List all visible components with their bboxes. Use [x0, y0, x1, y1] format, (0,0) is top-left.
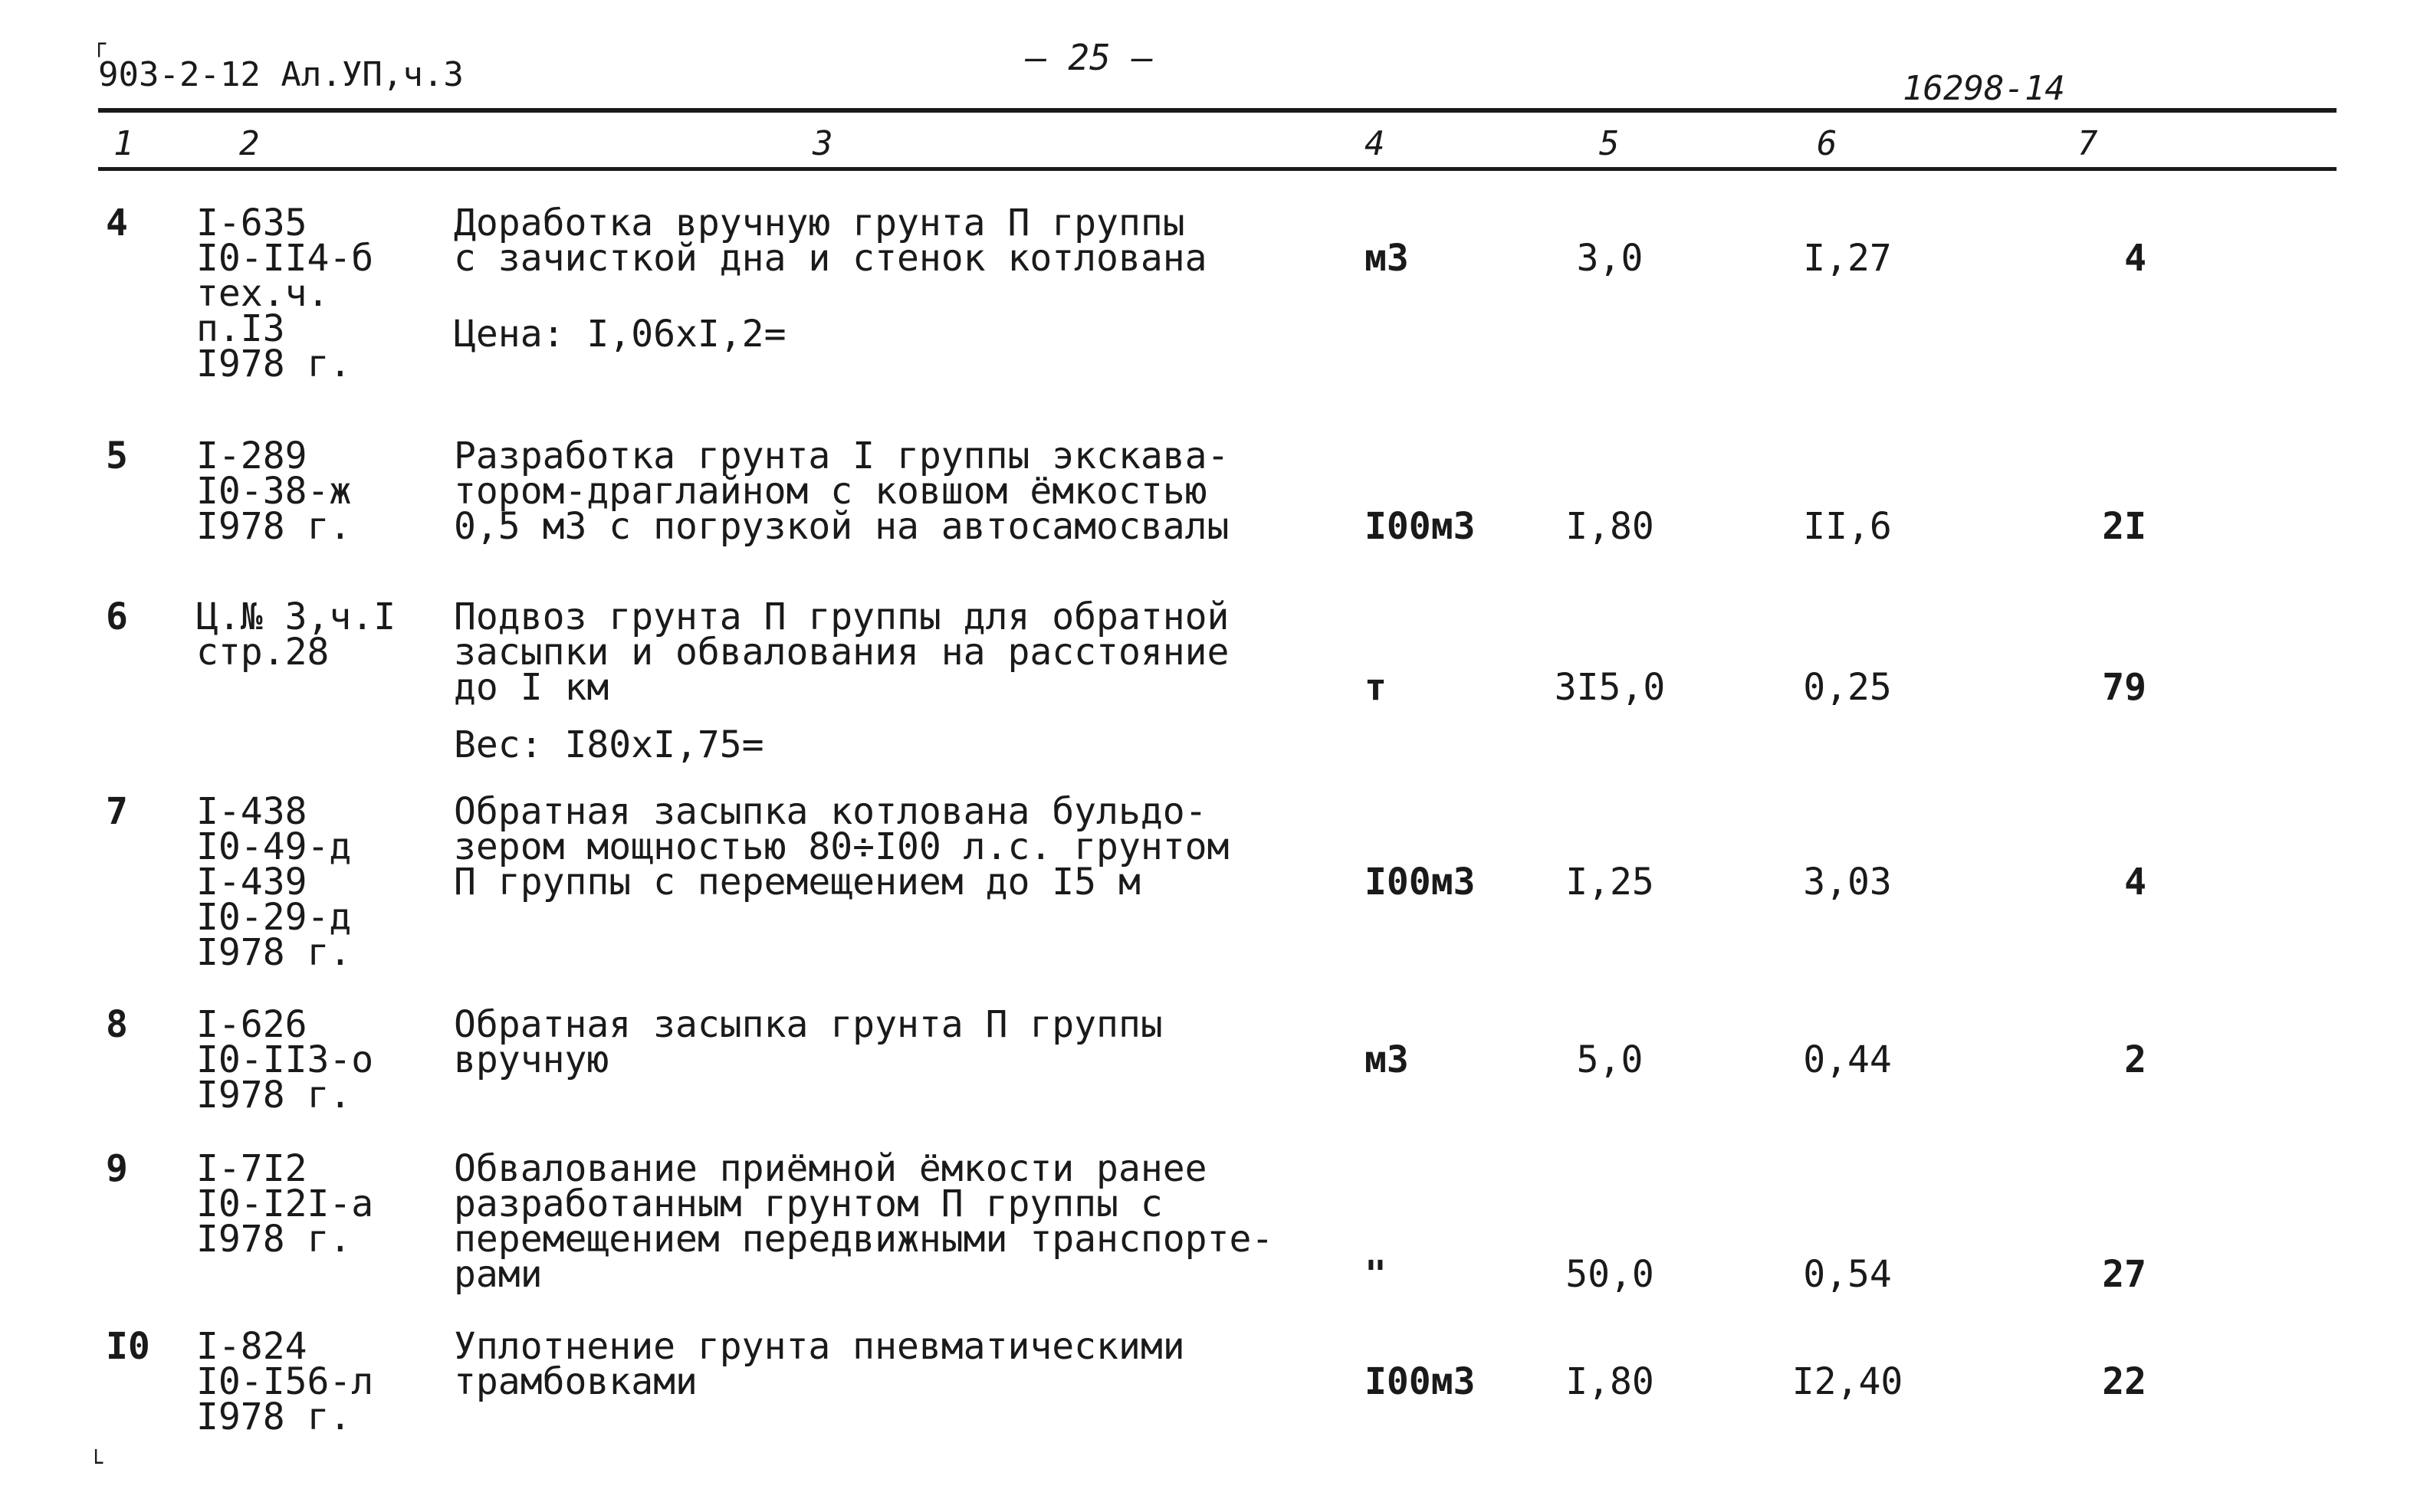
norm-reference: I-626 I0-II3-о I978 г.: [196, 1003, 374, 1117]
row-number: I0: [106, 1325, 150, 1368]
work-description: Доработка вручную грунта П группы с зачисткой дна и стенок котлована: [454, 202, 1207, 280]
unit-price: I2,40: [1791, 1360, 1903, 1403]
quantity: 3I5,0: [1554, 666, 1666, 709]
unit-price: I,27: [1803, 237, 1892, 280]
table-header-rule: [98, 167, 2337, 171]
unit-of-measure: т: [1364, 666, 1387, 709]
column-header: 1: [113, 124, 134, 163]
row-number: 5: [106, 435, 128, 477]
row-number: 7: [106, 790, 128, 833]
total-cost: 4: [2124, 861, 2146, 904]
row-number: 8: [106, 1003, 128, 1046]
unit-price: 0,25: [1803, 666, 1892, 709]
column-header: 5: [1599, 124, 1620, 163]
unit-of-measure: м3: [1364, 237, 1409, 280]
page-number: — 25 —: [1026, 37, 1154, 78]
quantity: 3,0: [1576, 237, 1644, 280]
unit-price: 0,44: [1803, 1038, 1892, 1081]
total-cost: 27: [2102, 1253, 2146, 1296]
unit-price: 3,03: [1803, 861, 1892, 904]
document-code: 903-2-12 Ал.УП,ч.3: [98, 55, 464, 94]
norm-reference: I-635 I0-II4-б тех.ч. п.I3 I978 г.: [196, 202, 374, 385]
unit-of-measure: м3: [1364, 1038, 1409, 1081]
total-cost: 22: [2102, 1360, 2146, 1403]
calculation-formula: Цена: I,06xI,2=: [454, 313, 787, 356]
norm-reference: I-7I2 I0-I2I-а I978 г.: [196, 1147, 374, 1261]
calculation-formula: Вес: I80xI,75=: [454, 723, 764, 766]
table-top-rule: [98, 108, 2337, 113]
total-cost: 2: [2124, 1038, 2146, 1081]
corner-mark-top-left: ┌: [92, 31, 107, 57]
quantity: I,80: [1565, 505, 1654, 548]
quantity: 5,0: [1576, 1038, 1644, 1081]
sheet-code: 16298-14: [1903, 69, 2065, 108]
work-description: Уплотнение грунта пневматическими трамбовками: [454, 1325, 1185, 1403]
work-description: Обвалование приёмной ёмкости ранее разработанным грунтом П группы с перемещением передвижными транспорте- рами: [454, 1147, 1274, 1296]
norm-reference: I-289 I0-38-ж I978 г.: [196, 435, 352, 548]
work-description: Обратная засыпка котлована бульдо- зером мощностью 80÷I00 л.с. грунтом П группы с перемещением до I5 м: [454, 790, 1230, 904]
column-header: 6: [1817, 124, 1837, 163]
norm-reference: I-824 I0-I56-л I978 г.: [196, 1325, 374, 1438]
norm-reference: Ц.№ 3,ч.I стр.28: [196, 595, 396, 674]
unit-of-measure: I00м3: [1364, 1360, 1476, 1403]
column-header: 7: [2077, 124, 2098, 163]
quantity: I,80: [1565, 1360, 1654, 1403]
column-header: 4: [1364, 124, 1385, 163]
unit-price: 0,54: [1803, 1253, 1892, 1296]
corner-mark-bottom-left: └: [89, 1450, 103, 1477]
total-cost: 79: [2102, 666, 2146, 709]
work-description: Подвоз грунта П группы для обратной засыпки и обвалования на расстояние до I км: [454, 595, 1230, 709]
unit-of-measure: I00м3: [1364, 505, 1476, 548]
unit-price: II,6: [1803, 505, 1892, 548]
total-cost: 2I: [2102, 505, 2146, 548]
column-header: 3: [813, 124, 833, 163]
column-header: 2: [239, 124, 260, 163]
unit-of-measure: ": [1364, 1253, 1387, 1296]
unit-of-measure: I00м3: [1364, 861, 1476, 904]
total-cost: 4: [2124, 237, 2146, 280]
work-description: Обратная засыпка грунта П группы вручную: [454, 1003, 1163, 1081]
row-number: 6: [106, 595, 128, 638]
work-description: Разработка грунта I группы экскава- тором-драглайном с ковшом ёмкостью 0,5 м3 с погрузкой на автосамосвалы: [454, 435, 1230, 548]
row-number: 9: [106, 1147, 128, 1190]
quantity: I,25: [1565, 861, 1654, 904]
norm-reference: I-438 I0-49-д I-439 I0-29-д I978 г.: [196, 790, 352, 974]
quantity: 50,0: [1565, 1253, 1654, 1296]
row-number: 4: [106, 202, 128, 244]
